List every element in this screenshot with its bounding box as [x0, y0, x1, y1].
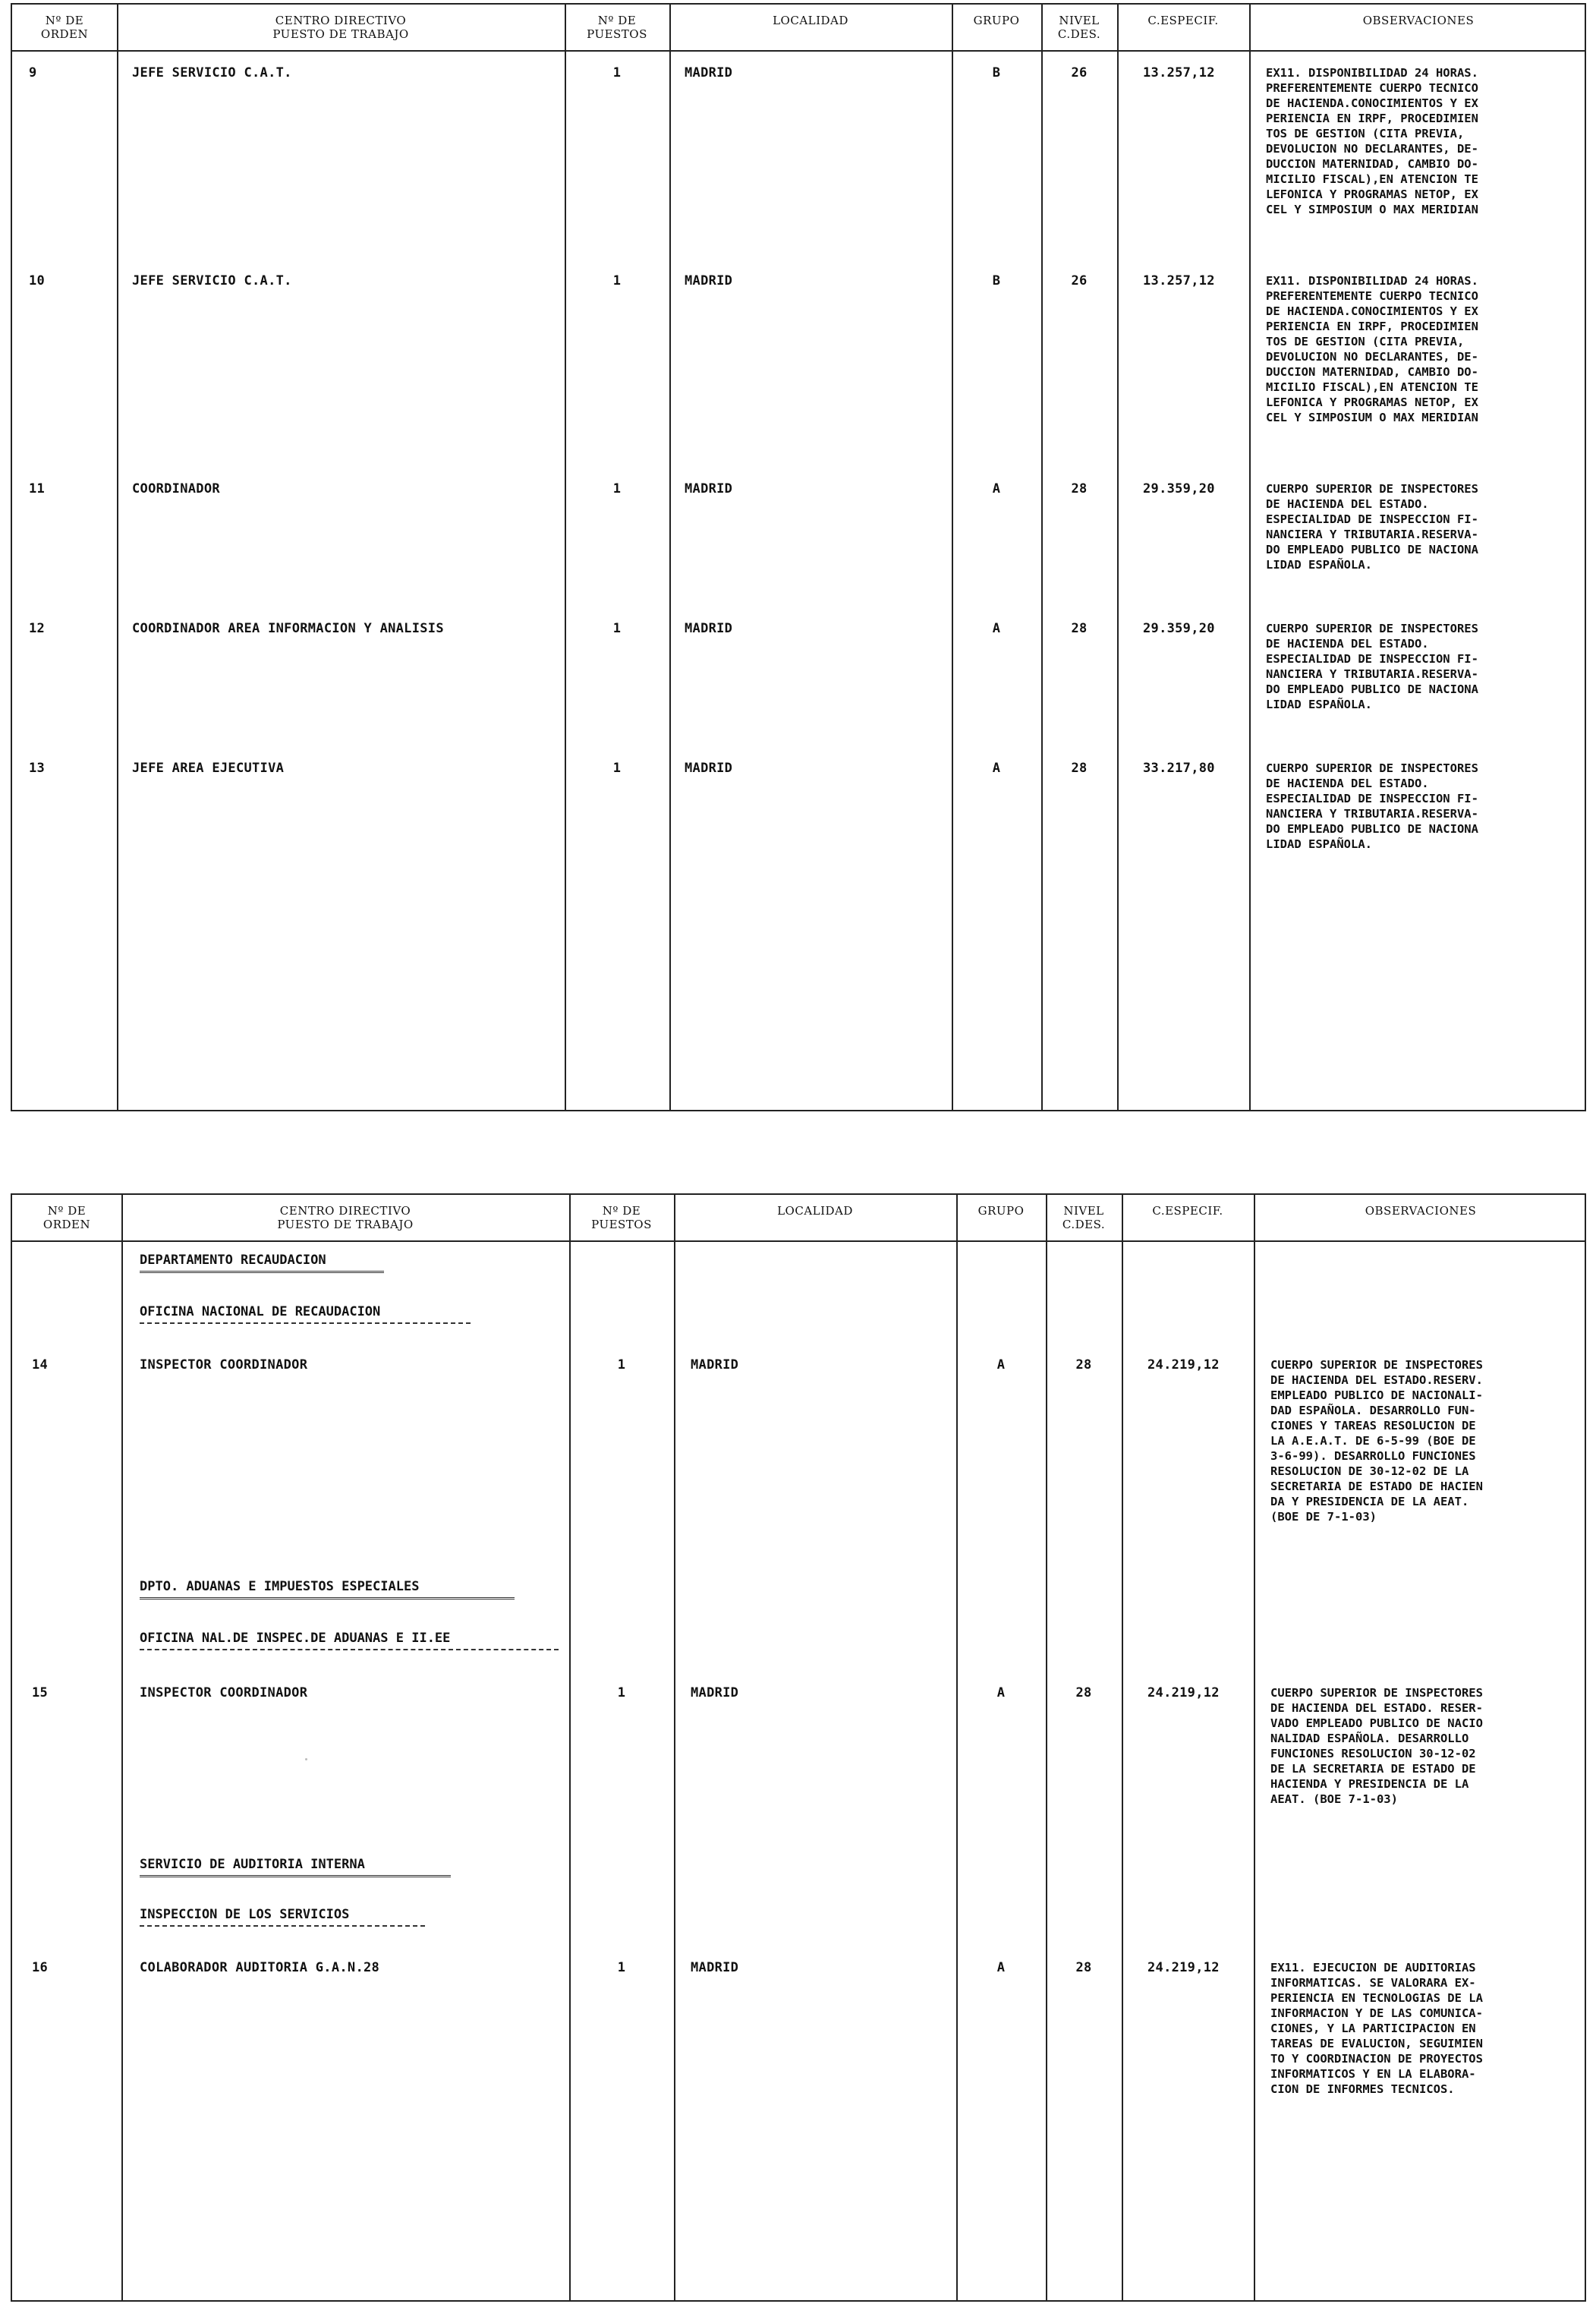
section-heading: SERVICIO DE AUDITORIA INTERNA [140, 1857, 365, 1872]
row-grupo: A [992, 481, 1001, 496]
row-nivel: 28 [1075, 1357, 1092, 1373]
row-localidad: MADRID [685, 65, 733, 80]
row-observaciones: CUERPO SUPERIOR DE INSPECTORES DE HACIENDA DEL ESTADO. ESPECIALIDAD DE INSPECCION FI- NANCIERA Y TRIBUTARIA.RESERVA- DO EMPLEADO PUBLICO DE NACIONA LIDAD ESPAÑOLA. [1266, 761, 1478, 851]
section-subheading: OFICINA NAL.DE INSPEC.DE ADUANAS E II.EE [140, 1631, 451, 1646]
row-puesto: JEFE SERVICIO C.A.T. [132, 273, 292, 288]
section-subheading: INSPECCION DE LOS SERVICIOS [140, 1907, 350, 1922]
row-puestos: 1 [612, 65, 622, 80]
row-observaciones: CUERPO SUPERIOR DE INSPECTORES DE HACIENDA DEL ESTADO. RESER- VADO EMPLEADO PUBLICO DE NACIO NALIDAD ESPAÑOLA. DESARROLLO FUNCIONES RESOLUCION 30-12-02 DE LA SECRETARIA DE ESTADO DE HACIENDA Y PRESIDENCIA DE LA AEAT. (BOE 7-1-03) [1270, 1686, 1483, 1806]
header-grupo: GRUPO [977, 1204, 1025, 1218]
row-puesto: JEFE SERVICIO C.A.T. [132, 65, 292, 80]
row-puestos: 1 [617, 1685, 626, 1700]
row-puesto: COORDINADOR AREA INFORMACION Y ANALISIS [132, 621, 444, 636]
row-orden: 15 [32, 1685, 49, 1700]
row-orden: 13 [29, 761, 46, 776]
scan-speck [305, 1758, 307, 1760]
header-centro-directivo: CENTRO DIRECTIVO PUESTO DE TRABAJO [277, 1204, 414, 1231]
table-2 [11, 1193, 1586, 2302]
header-puestos: Nº DE PUESTOS [587, 14, 647, 41]
header-orden: Nº DE ORDEN [40, 14, 89, 41]
row-especif: 24.219,12 [1147, 1960, 1220, 1975]
header-observaciones: OBSERVACIONES [1365, 1204, 1477, 1218]
header-especif: C.ESPECIF. [1147, 14, 1219, 27]
header-orden: Nº DE ORDEN [42, 1204, 91, 1231]
row-orden: 11 [29, 481, 46, 496]
row-puesto: JEFE AREA EJECUTIVA [132, 761, 285, 776]
row-especif: 13.257,12 [1143, 65, 1215, 80]
row-puesto: COORDINADOR [132, 481, 220, 496]
row-observaciones: CUERPO SUPERIOR DE INSPECTORES DE HACIENDA DEL ESTADO. ESPECIALIDAD DE INSPECCION FI- NANCIERA Y TRIBUTARIA.RESERVA- DO EMPLEADO PUBLICO DE NACIONA LIDAD ESPAÑOLA. [1266, 622, 1478, 711]
header-observaciones: OBSERVACIONES [1362, 14, 1475, 27]
row-observaciones: EX11. DISPONIBILIDAD 24 HORAS. PREFERENTEMENTE CUERPO TECNICO DE HACIENDA.CONOCIMIENTOS Y EX PERIENCIA EN IRPF, PROCEDIMIEN TOS DE GESTION (CITA PREVIA, DEVOLUCION NO DECLARANTES, DE- DUCCION MATERNIDAD, CAMBIO DO- MICILIO FISCAL),EN ATENCION TE LEFONICA Y PROGRAMAS NETOP, EX CEL Y SIMPOSIUM O MAX MERIDIAN [1266, 274, 1478, 424]
row-orden: 10 [29, 273, 46, 288]
row-localidad: MADRID [691, 1357, 739, 1373]
row-nivel: 28 [1071, 621, 1088, 636]
header-grupo: GRUPO [973, 14, 1020, 27]
row-grupo: A [996, 1960, 1006, 1975]
row-localidad: MADRID [691, 1685, 739, 1700]
header-localidad: LOCALIDAD [777, 1204, 853, 1218]
row-especif: 24.219,12 [1147, 1357, 1220, 1373]
row-puestos: 1 [612, 481, 622, 496]
row-observaciones: EX11. EJECUCION DE AUDITORIAS INFORMATICAS. SE VALORARA EX- PERIENCIA EN TECNOLOGIAS DE LA INFORMACION Y DE LAS COMUNICA- CIONES, Y LA PARTICIPACION EN TAREAS DE EVALUCION, SEGUIMIEN TO Y COORDINACION DE PROYECTOS INFORMATICOS Y EN LA ELABORA- CION DE INFORMES TECNICOS. [1270, 1961, 1483, 2096]
section-subheading: OFICINA NACIONAL DE RECAUDACION [140, 1304, 381, 1319]
header-nivel: NIVEL C.DES. [1057, 14, 1101, 41]
section-underline [140, 1322, 471, 1324]
row-nivel: 28 [1071, 481, 1088, 496]
row-localidad: MADRID [685, 273, 733, 288]
row-localidad: MADRID [685, 761, 733, 776]
row-puestos: 1 [617, 1960, 626, 1975]
row-localidad: MADRID [685, 481, 733, 496]
row-grupo: A [996, 1685, 1006, 1700]
row-grupo: B [992, 273, 1001, 288]
header-especif: C.ESPECIF. [1152, 1204, 1223, 1218]
row-especif: 33.217,80 [1143, 761, 1215, 776]
row-especif: 29.359,20 [1143, 621, 1215, 636]
section-underline [140, 1597, 515, 1599]
section-heading: DEPARTAMENTO RECAUDACION [140, 1253, 326, 1268]
row-orden: 14 [32, 1357, 49, 1373]
row-localidad: MADRID [691, 1960, 739, 1975]
row-grupo: A [996, 1357, 1006, 1373]
row-nivel: 28 [1075, 1960, 1092, 1975]
row-puestos: 1 [617, 1357, 626, 1373]
row-nivel: 26 [1071, 65, 1088, 80]
row-puesto: INSPECTOR COORDINADOR [140, 1357, 308, 1373]
row-puestos: 1 [612, 273, 622, 288]
header-centro-directivo: CENTRO DIRECTIVO PUESTO DE TRABAJO [272, 14, 409, 41]
row-especif: 24.219,12 [1147, 1685, 1220, 1700]
row-observaciones: EX11. DISPONIBILIDAD 24 HORAS. PREFERENTEMENTE CUERPO TECNICO DE HACIENDA.CONOCIMIENTOS Y EX PERIENCIA EN IRPF, PROCEDIMIEN TOS DE GESTION (CITA PREVIA, DEVOLUCION NO DECLARANTES, DE- DUCCION MATERNIDAD, CAMBIO DO- MICILIO FISCAL),EN ATENCION TE LEFONICA Y PROGRAMAS NETOP, EX CEL Y SIMPOSIUM O MAX MERIDIAN [1266, 66, 1478, 216]
header-nivel: NIVEL C.DES. [1062, 1204, 1106, 1231]
row-observaciones: CUERPO SUPERIOR DE INSPECTORES DE HACIENDA DEL ESTADO. ESPECIALIDAD DE INSPECCION FI- NANCIERA Y TRIBUTARIA.RESERVA- DO EMPLEADO PUBLICO DE NACIONA LIDAD ESPAÑOLA. [1266, 482, 1478, 572]
row-puestos: 1 [612, 761, 622, 776]
row-orden: 12 [29, 621, 46, 636]
row-orden: 16 [32, 1960, 49, 1975]
row-puesto: COLABORADOR AUDITORIA G.A.N.28 [140, 1960, 380, 1975]
row-orden: 9 [29, 65, 37, 80]
header-localidad: LOCALIDAD [773, 14, 848, 27]
row-especif: 13.257,12 [1143, 273, 1215, 288]
row-nivel: 28 [1075, 1685, 1092, 1700]
row-nivel: 28 [1071, 761, 1088, 776]
row-especif: 29.359,20 [1143, 481, 1215, 496]
section-underline [140, 1271, 384, 1273]
section-underline [140, 1925, 425, 1927]
section-heading: DPTO. ADUANAS E IMPUESTOS ESPECIALES [140, 1579, 420, 1594]
row-grupo: A [992, 621, 1001, 636]
section-underline [140, 1875, 451, 1877]
table-1 [11, 3, 1586, 1111]
row-observaciones: CUERPO SUPERIOR DE INSPECTORES DE HACIENDA DEL ESTADO.RESERV. EMPLEADO PUBLICO DE NACIONALI- DAD ESPAÑOLA. DESARROLLO FUN- CIONES Y TAREAS RESOLUCION DE LA A.E.A.T. DE 6-5-99 (BOE DE 3-6-99). DESARROLLO FUNCIONES RESOLUCION DE 30-12-02 DE LA SECRETARIA DE ESTADO DE HACIEN DA Y PRESIDENCIA DE LA AEAT. (BOE DE 7-1-03) [1270, 1358, 1483, 1524]
row-localidad: MADRID [685, 621, 733, 636]
row-grupo: A [992, 761, 1001, 776]
row-grupo: B [992, 65, 1001, 80]
section-underline [140, 1649, 559, 1650]
header-puestos: Nº DE PUESTOS [591, 1204, 652, 1231]
row-puestos: 1 [612, 621, 622, 636]
row-nivel: 26 [1071, 273, 1088, 288]
row-puesto: INSPECTOR COORDINADOR [140, 1685, 308, 1700]
